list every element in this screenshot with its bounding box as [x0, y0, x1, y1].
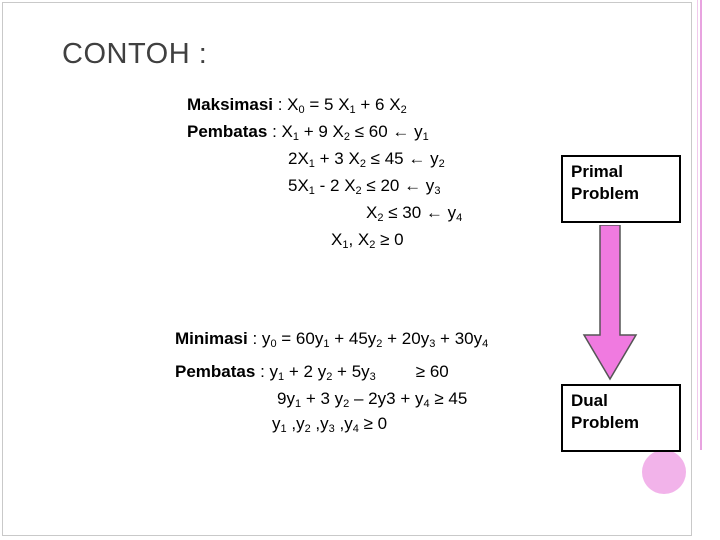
dual-box-line-1: Dual — [571, 391, 608, 410]
slide-title: CONTOH : — [62, 38, 208, 70]
primal-constraint-2: $2X_1 + 3$ $X_2 \le 45$ ← $y_2$ — [288, 149, 445, 170]
decorative-line — [700, 0, 702, 450]
dual-objective: Minimasi : $y_0 = 60y_1 + 45y_2 + 20y_3 + 30y_4$ — [175, 329, 489, 350]
dual-problem-box — [561, 384, 681, 452]
dual-constraint-2: $9y_1 + 3$ $y_2 - 2y3 + y_4 \ge 45$ — [277, 389, 468, 410]
primal-constraint-4: $X_2 \le 30$ ← $y_4$ — [366, 203, 463, 224]
dual-constraint-1: Pembatas : $y_1 + 2$ $y_2 + 5y_3 \ge 60$ — [175, 362, 449, 383]
dual-nonnegativity: $y_1$ $,y_2$ $,y_3$ $,y_4 \ge 0$ — [272, 414, 388, 435]
decorative-line — [697, 0, 698, 440]
primal-box-line-1: Primal — [571, 162, 623, 181]
primal-constraint-1: Pembatas : $X_1 + 9$ $X_2 \le 60$ ← $y_1$ — [187, 122, 429, 143]
primal-constraint-3: $5X_1 - 2$ $X_2 \le 20$ ← $y_3$ — [288, 176, 441, 197]
primal-objective: Maksimasi : $X_0 = 5$ $X_1 + 6$ $X_2$ — [187, 95, 407, 116]
primal-nonnegativity: $X_1$, $X_2 \ge 0$ — [331, 230, 404, 251]
primal-problem-box — [561, 155, 681, 223]
dual-box-line-2: Problem — [571, 413, 640, 432]
decorative-circle — [642, 450, 686, 494]
down-arrow-icon — [580, 225, 640, 381]
primal-box-line-2: Problem — [571, 184, 640, 203]
